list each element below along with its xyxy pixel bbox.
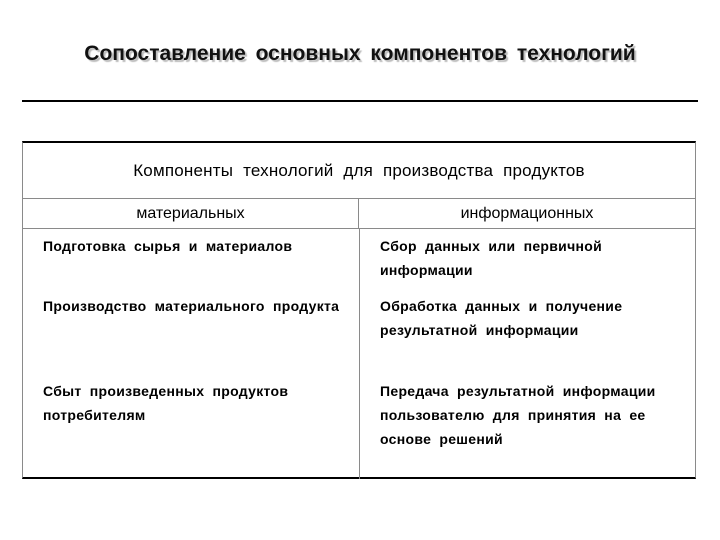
table-cell-information: Сбор данных или первичной информации	[380, 238, 603, 278]
table-cell-material: Сбыт произведенных продуктов потребителям	[43, 383, 289, 423]
column-divider	[359, 229, 360, 479]
table-cell-information: Передача результатной информации пользователю для принятия на ее основе решений	[380, 383, 656, 447]
column-header-information: информационных	[460, 204, 594, 222]
page-title: Сопоставление основных компонентов технологий	[84, 42, 636, 65]
table-cell-material: Производство материального продукта	[43, 298, 340, 314]
comparison-table	[22, 141, 696, 479]
table-cell-information: Обработка данных и получение результатной информации	[380, 298, 623, 338]
title-underline	[22, 100, 698, 102]
table-header: Компоненты технологий для производства продуктов	[23, 143, 695, 199]
column-headers	[23, 199, 695, 229]
table-cell-material: Подготовка сырья и материалов	[43, 238, 293, 254]
column-header-material: материальных	[23, 199, 359, 228]
